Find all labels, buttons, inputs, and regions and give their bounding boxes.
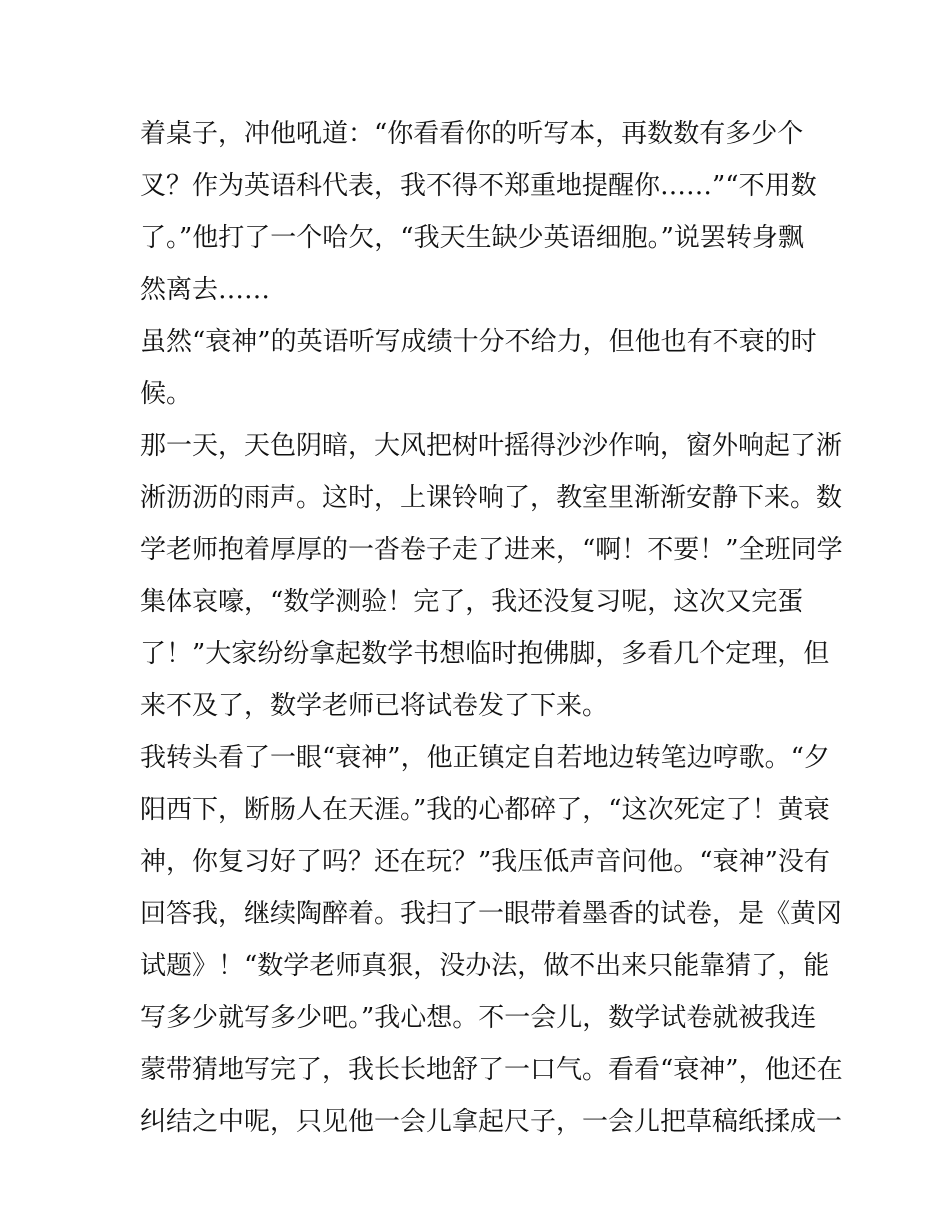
text-line: 回答我，继续陶醉着。我扫了一眼带着墨香的试卷，是《黄冈: [140, 899, 843, 929]
text-line: 神，你复习好了吗？还在玩？”我压低声音问他。“衰神”没有: [140, 847, 830, 877]
text-line: 写多少就写多少吧。”我心想。不一会儿，数学试卷就被我连: [140, 1003, 817, 1033]
text-line: 叉？作为英语科代表，我不得不郑重地提醒你……”“不用数: [140, 171, 817, 201]
text-line: 候。: [140, 379, 193, 409]
text-line: 蒙带猜地写完了，我长长地舒了一口气。看看“衰神”，他还在: [140, 1055, 843, 1085]
text-line: 着桌子，冲他吼道：“你看看你的听写本，再数数有多少个: [140, 119, 804, 149]
text-line: 学老师抱着厚厚的一沓卷子走了进来，“啊！不要！”全班同学: [140, 535, 843, 565]
text-line: 虽然“衰神”的英语听写成绩十分不给力，但他也有不衰的时: [140, 327, 817, 357]
text-line: 那一天，天色阴暗，大风把树叶摇得沙沙作响，窗外响起了淅: [140, 431, 843, 461]
text-line: 集体哀嚎，“数学测验！完了，我还没复习呢，这次又完蛋: [140, 587, 804, 617]
text-line: 纠结之中呢，只见他一会儿拿起尺子，一会儿把草稿纸揉成一: [140, 1107, 843, 1137]
text-line: 了！”大家纷纷拿起数学书想临时抱佛脚，多看几个定理，但: [140, 639, 830, 669]
text-line: 我转头看了一眼“衰神”，他正镇定自若地边转笔边哼歌。“夕: [140, 743, 830, 773]
text-line: 然离去……: [140, 275, 271, 305]
text-line: 试题》！“数学老师真狠，没办法，做不出来只能靠猜了，能: [140, 951, 830, 981]
text-line: 了。”他打了一个哈欠，“我天生缺少英语细胞。”说罢转身飘: [140, 223, 804, 253]
text-line: 来不及了，数学老师已将试卷发了下来。: [140, 691, 609, 721]
text-line: 阳西下，断肠人在天涯。”我的心都碎了，“这次死定了！黄衰: [140, 795, 830, 825]
body-text: [140, 108, 843, 1148]
text-line: 淅沥沥的雨声。这时，上课铃响了，教室里渐渐安静下来。数: [140, 483, 843, 513]
